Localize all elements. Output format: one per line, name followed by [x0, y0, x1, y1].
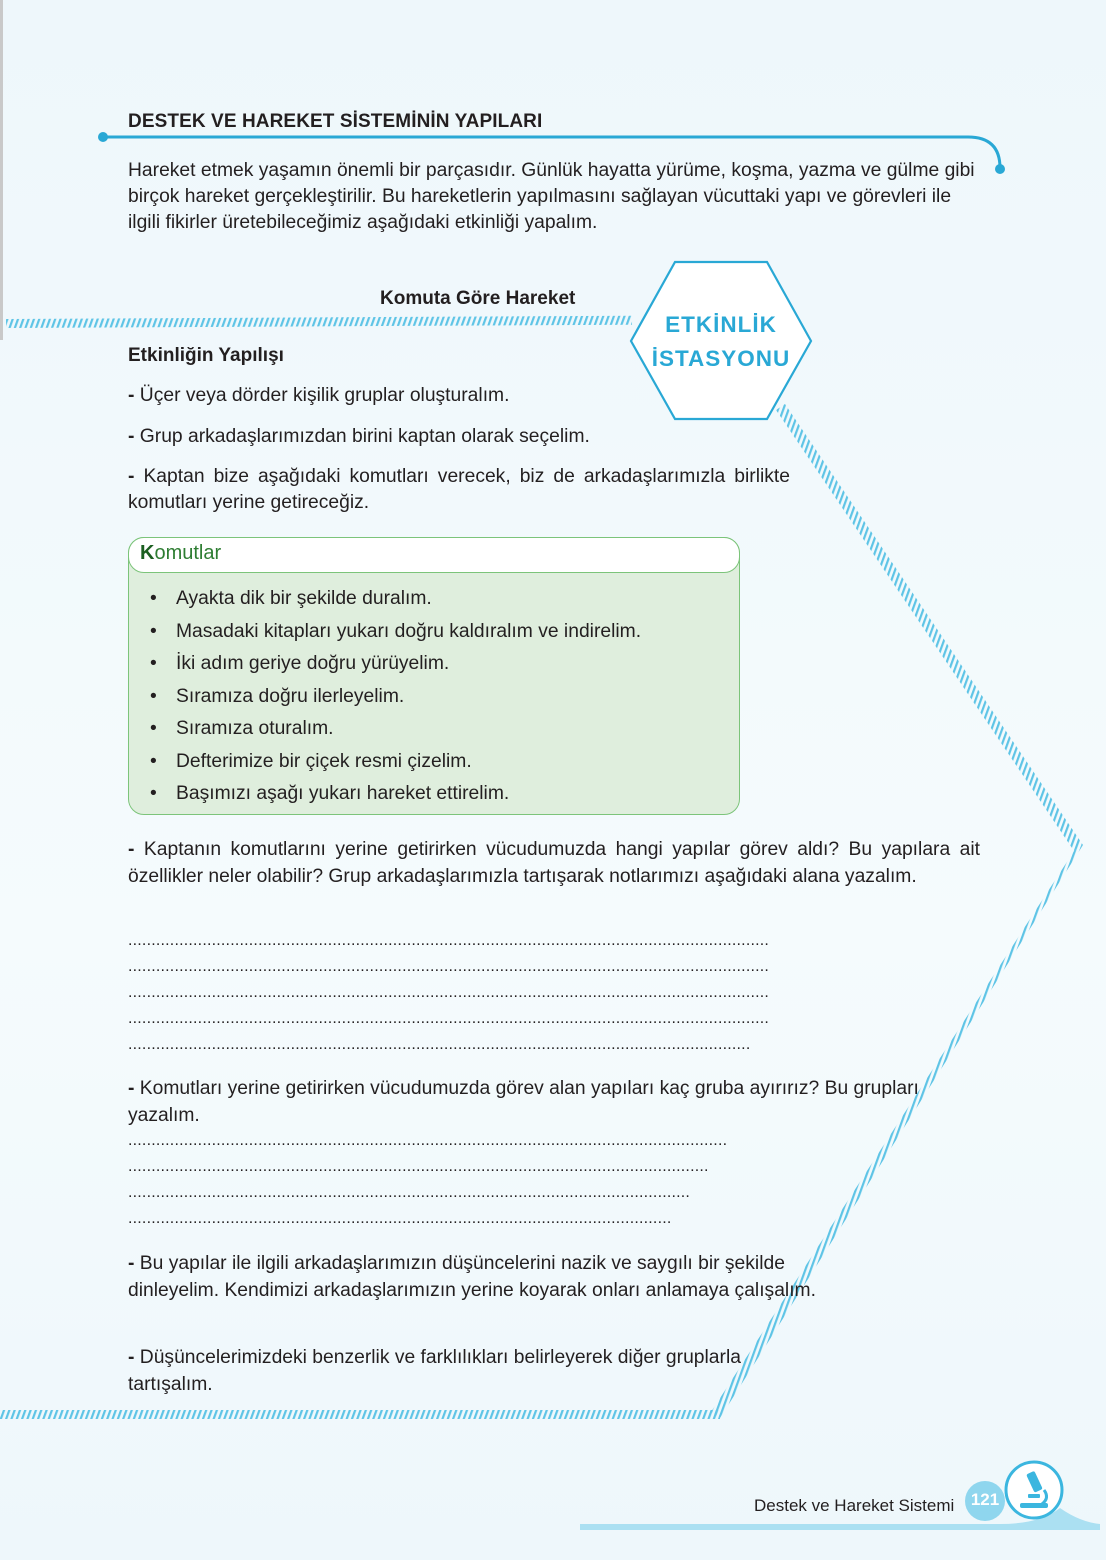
hatch-top: [6, 316, 632, 328]
answer-line[interactable]: ..........................................................................................................................................: [128, 1010, 770, 1027]
question-dash: -: [128, 1347, 135, 1368]
step-text: Kaptan bize aşağıdaki komutları verecek, biz de arkadaşlarımızla birlikte komutları yerine getireceğiz.: [128, 466, 790, 513]
question-1: [128, 837, 980, 890]
answer-line[interactable]: .................................................................................................................................: [128, 1132, 728, 1149]
command-item: • Sıramıza oturalım.: [150, 713, 641, 746]
step-dash: -: [128, 426, 135, 447]
answer-line[interactable]: ..........................................................................................................................................: [128, 958, 770, 975]
question-dash: -: [128, 1078, 135, 1099]
commands-title: [140, 542, 221, 565]
procedure-title: Etkinliğin Yapılışı: [128, 345, 284, 366]
question-text: Kaptanın komutlarını yerine getirirken vücudumuzda hangi yapılar görev aldı? Bu yapılara ait özellikler neler olabilir? Grup arkadaşlarımızla tartışarak notlarımızı aşağıdaki alana yazalım.: [128, 839, 981, 887]
answer-line[interactable]: ..........................................................................................................................................: [128, 932, 770, 949]
command-item: • Sıramıza doğru ilerleyelim.: [150, 681, 641, 714]
underline-dot-left: [98, 132, 108, 142]
section-title: DESTEK VE HAREKET SİSTEMİNİN YAPILARI: [128, 111, 543, 132]
commands-title-rest: omutlar: [154, 542, 222, 564]
question-text: Bu yapılar ile ilgili arkadaşlarımızın düşüncelerini nazik ve saygılı bir şekilde dinleyelim. Kendimizi arkadaşlarımızın yerine koyarak onları anlamaya çalışalım.: [128, 1253, 816, 1301]
step-dash: -: [128, 466, 135, 487]
footer-unit-title: Destek ve Hareket Sistemi: [754, 1496, 955, 1515]
badge-line-2: İSTASYONU: [651, 346, 791, 371]
answer-line[interactable]: ......................................................................................................................................: [128, 1036, 751, 1053]
command-item: • Masadaki kitapları yukarı doğru kaldıralım ve indirelim.: [150, 616, 641, 649]
badge-line-1: ETKİNLİK: [665, 312, 777, 337]
question-text: Düşüncelerimizdeki benzerlik ve farklılıkları belirleyerek diğer gruplarla tartışalım.: [128, 1347, 741, 1395]
command-item: • Defterimize bir çiçek resmi çizelim.: [150, 746, 641, 779]
command-item: • İki adım geriye doğru yürüyelim.: [150, 648, 641, 681]
activity-badge-label: [632, 308, 810, 376]
page-number: 121: [970, 1490, 1000, 1509]
step-item: [128, 464, 790, 516]
answer-line[interactable]: .............................................................................................................................: [128, 1158, 709, 1175]
question-dash: -: [128, 839, 135, 860]
step-text: Üçer veya dörder kişilik gruplar oluşturalım.: [139, 385, 510, 406]
step-dash: -: [128, 385, 135, 406]
hatch-right-upper: [776, 404, 1083, 851]
question-3: [128, 1251, 818, 1304]
underline-dot-right: [995, 164, 1005, 174]
answer-line[interactable]: .....................................................................................................................: [128, 1210, 672, 1227]
hatch-bottom: [0, 1410, 720, 1419]
intro-paragraph: Hareket etmek yaşamın önemli bir parçasıdır. Günlük hayatta yürüme, koşma, yazma ve gülme gibi birçok hareket gerçekleştirilir. Bu hareketlerin yapılmasını sağlayan vücuttaki yapı ve görevleri ile ilgili fikirler üretebileceğimiz aşağıdaki etkinliği yapalım.: [128, 160, 975, 233]
answer-line[interactable]: ..........................................................................................................................................: [128, 984, 770, 1001]
step-text: Grup arkadaşlarımızdan birini kaptan olarak seçelim.: [139, 426, 590, 447]
step-item: [128, 383, 788, 409]
question-2: [128, 1076, 928, 1129]
activity-title: Komuta Göre Hareket: [380, 288, 576, 309]
commands-list: [150, 583, 641, 811]
commands-title-initial: K: [140, 542, 155, 564]
command-item: • Başımızı aşağı yukarı hareket ettirelim.: [150, 778, 641, 811]
question-4: [128, 1345, 768, 1398]
answer-line[interactable]: .........................................................................................................................: [128, 1184, 691, 1201]
step-item: [128, 424, 788, 450]
question-dash: -: [128, 1253, 135, 1274]
command-item: • Ayakta dik bir şekilde duralım.: [150, 583, 641, 616]
question-text: Komutları yerine getirirken vücudumuzda görev alan yapıları kaç gruba ayırırız? Bu grupları yazalım.: [128, 1078, 919, 1126]
